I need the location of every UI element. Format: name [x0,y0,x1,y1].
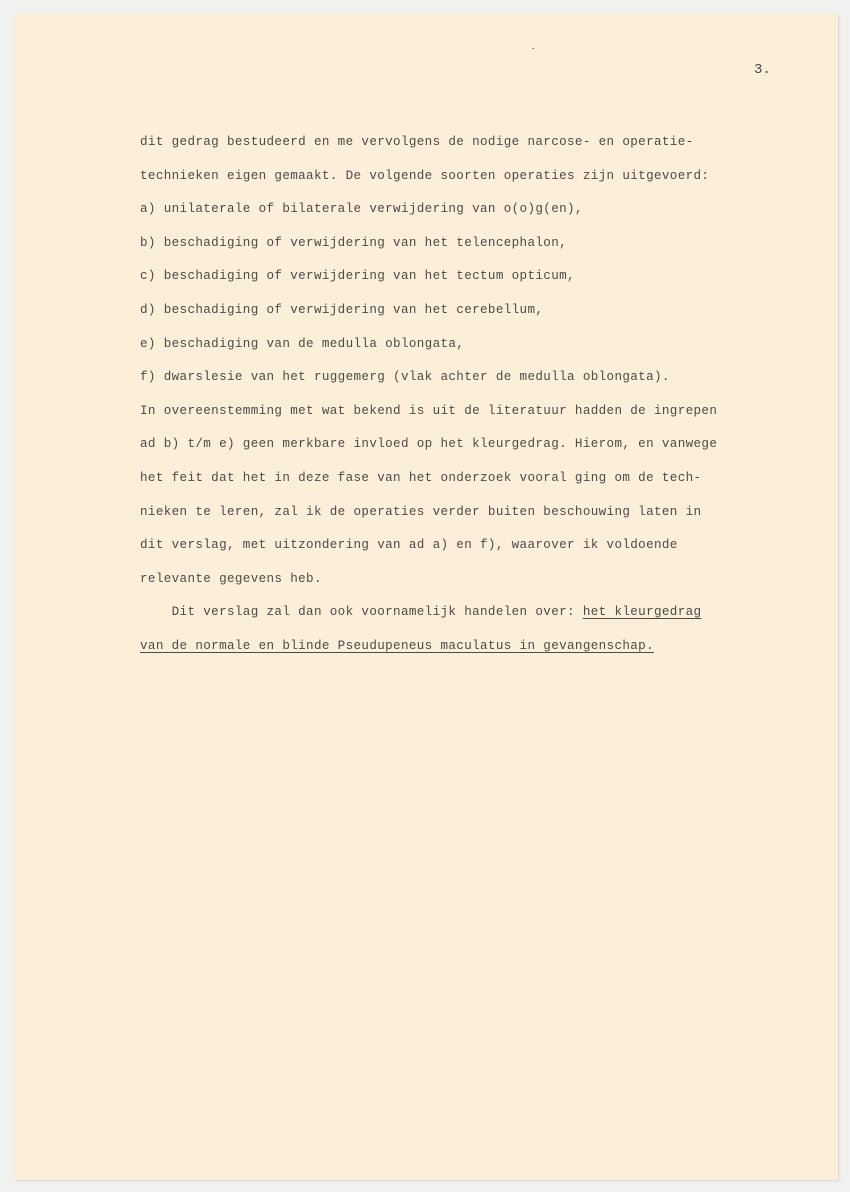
text-line: dit gedrag bestudeerd en me vervolgens de nodige narcose- en operatie- [140,135,694,149]
final-paragraph-line-2 [140,630,820,664]
final-paragraph-intro: Dit verslag zal dan ook voornamelijk handelen over: [140,605,583,620]
document-page [14,14,838,1180]
body-text [140,126,820,664]
page-number: 3. [754,62,771,78]
text-line: het feit dat het in deze fase van het onderzoek vooral ging om de tech- [140,470,702,485]
list-item-c: c) beschadiging of verwijdering van het tectum opticum, [140,269,575,284]
list-item-a: a) unilaterale of bilaterale verwijdering van o(o)g(en), [140,202,583,217]
paper-speck [532,48,534,49]
text-line: In overeenstemming met wat bekend is uit de literatuur hadden de ingrepen [140,403,718,418]
final-paragraph-line-1 [140,596,820,630]
text-line: ad b) t/m e) geen merkbare invloed op het kleurgedrag. Hierom, en vanwege [140,437,718,452]
list-item-b: b) beschadiging of verwijdering van het telencephalon, [140,235,568,250]
underlined-topic-2: van de normale en blinde Pseudupeneus maculatus in gevangenschap. [140,638,654,653]
text-line: relevante gegevens heb. [140,571,322,586]
text-line: dit verslag, met uitzondering van ad a) en f), waarover ik voldoende [140,538,678,553]
list-item-d: d) beschadiging of verwijdering van het cerebellum, [140,302,544,317]
text-line: nieken te leren, zal ik de operaties verder buiten beschouwing laten in [140,504,702,519]
underlined-topic-1: het kleurgedrag [582,605,702,620]
text-line: technieken eigen gemaakt. De volgende soorten operaties zijn uitgevoerd: [140,168,710,183]
list-item-e: e) beschadiging van de medulla oblongata, [140,336,465,351]
list-item-f: f) dwarslesie van het ruggemerg (vlak achter de medulla oblongata). [140,370,670,385]
